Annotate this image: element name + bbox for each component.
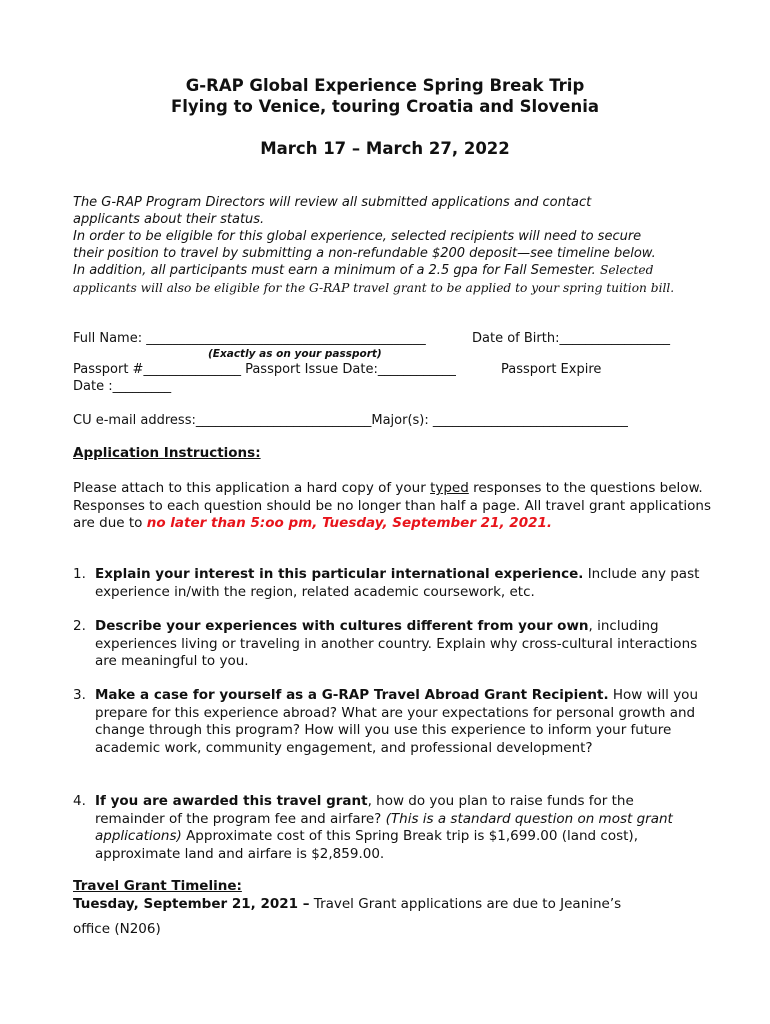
timeline-entry bbox=[73, 896, 621, 912]
application-instructions-heading: Application Instructions: bbox=[73, 445, 261, 461]
item-4-rest: , how do you plan to raise funds for the remainder of the program fee and airfare? bbox=[95, 793, 634, 827]
instructions-text-b: responses to the questions below. Responses to each question should be no longer than half a page. All travel grant applications are due to bbox=[73, 480, 712, 531]
item-1-number: 1. bbox=[73, 566, 86, 582]
intro-line-5-b: Selected bbox=[599, 263, 654, 277]
item-2-bold: Describe your experiences with cultures different from your own bbox=[95, 618, 589, 634]
date-of-birth-field[interactable]: Date of Birth:_________________ bbox=[472, 331, 670, 346]
item-4-text bbox=[95, 793, 705, 863]
item-4-rest-2: Approximate cost of this Spring Break trip is $1,699.00 (land cost), approximate land and airfare is $2,859.00. bbox=[95, 828, 638, 862]
item-2-number: 2. bbox=[73, 618, 86, 634]
item-2-text bbox=[95, 618, 705, 671]
timeline-text: Travel Grant applications are due to Jeanine’s bbox=[309, 896, 622, 912]
item-1-rest: Include any past experience in/with the region, related academic coursework, etc. bbox=[95, 566, 700, 600]
item-3-bold: Make a case for yourself as a G-RAP Travel Abroad Grant Recipient. bbox=[95, 687, 609, 703]
intro-line-6-text: applicants will also be eligible for the G-RAP travel grant to be applied to your spring tuition bill. bbox=[73, 281, 675, 295]
name-note: (Exactly as on your passport) bbox=[208, 348, 382, 360]
item-4-number: 4. bbox=[73, 793, 86, 809]
passport-fields[interactable]: Passport #_______________ Passport Issue Date:____________ bbox=[73, 362, 456, 377]
intro-line-2: applicants about their status. bbox=[73, 212, 265, 227]
item-4-bold: If you are awarded this travel grant bbox=[95, 793, 368, 809]
item-1-text bbox=[95, 566, 705, 601]
full-name-field[interactable]: Full Name: ___________________________________________ bbox=[73, 331, 426, 346]
item-3-rest: How will you prepare for this experience abroad? What are your expectations for personal growth and change through this program? How will you use this experience to inform your future academic work, community engagement, and professional development? bbox=[95, 687, 699, 756]
timeline-date: Tuesday, September 21, 2021 – bbox=[73, 896, 310, 912]
instructions-typed: typed bbox=[430, 480, 469, 496]
instructions-deadline: no later than 5:oo pm, Tuesday, September 21, 2021. bbox=[146, 515, 552, 531]
title-line-1: G-RAP Global Experience Spring Break Trip bbox=[185, 76, 585, 95]
intro-line-1: The G-RAP Program Directors will review all submitted applications and contact bbox=[73, 195, 592, 210]
passport-expire-date-field[interactable]: Date :_________ bbox=[73, 379, 172, 394]
intro-line-5-a: In addition, all participants must earn a minimum of a 2.5 gpa for Fall Semester. bbox=[73, 263, 596, 278]
intro-line-4: their position to travel by submitting a non-refundable $200 deposit—see timeline below. bbox=[73, 246, 656, 261]
instructions-text-a: Please attach to this application a hard copy of your bbox=[73, 480, 431, 496]
instructions-paragraph bbox=[73, 480, 713, 533]
intro-line-5 bbox=[73, 262, 653, 279]
travel-grant-timeline-heading: Travel Grant Timeline: bbox=[73, 878, 242, 894]
intro-line-3: In order to be eligible for this global experience, selected recipients will need to secure bbox=[73, 229, 642, 244]
item-1-bold: Explain your interest in this particular international experience. bbox=[95, 566, 584, 582]
email-major-fields[interactable]: CU e-mail address:___________________________Major(s): ______________________________ bbox=[73, 413, 628, 428]
passport-expire-label: Passport Expire bbox=[501, 362, 602, 377]
trip-dates: March 17 – March 27, 2022 bbox=[260, 139, 510, 158]
item-3-number: 3. bbox=[73, 687, 86, 703]
item-2-rest: , including experiences living or traveling in another country. Explain why cross-cultural interactions are meaningful to you. bbox=[95, 618, 698, 669]
timeline-entry-line-2: office (N206) bbox=[73, 921, 161, 937]
item-4-italic: (This is a standard question on most grant applications) bbox=[95, 810, 673, 844]
intro-line-6 bbox=[73, 280, 674, 297]
title-line-2: Flying to Venice, touring Croatia and Slovenia bbox=[170, 97, 600, 116]
item-3-text bbox=[95, 687, 705, 757]
